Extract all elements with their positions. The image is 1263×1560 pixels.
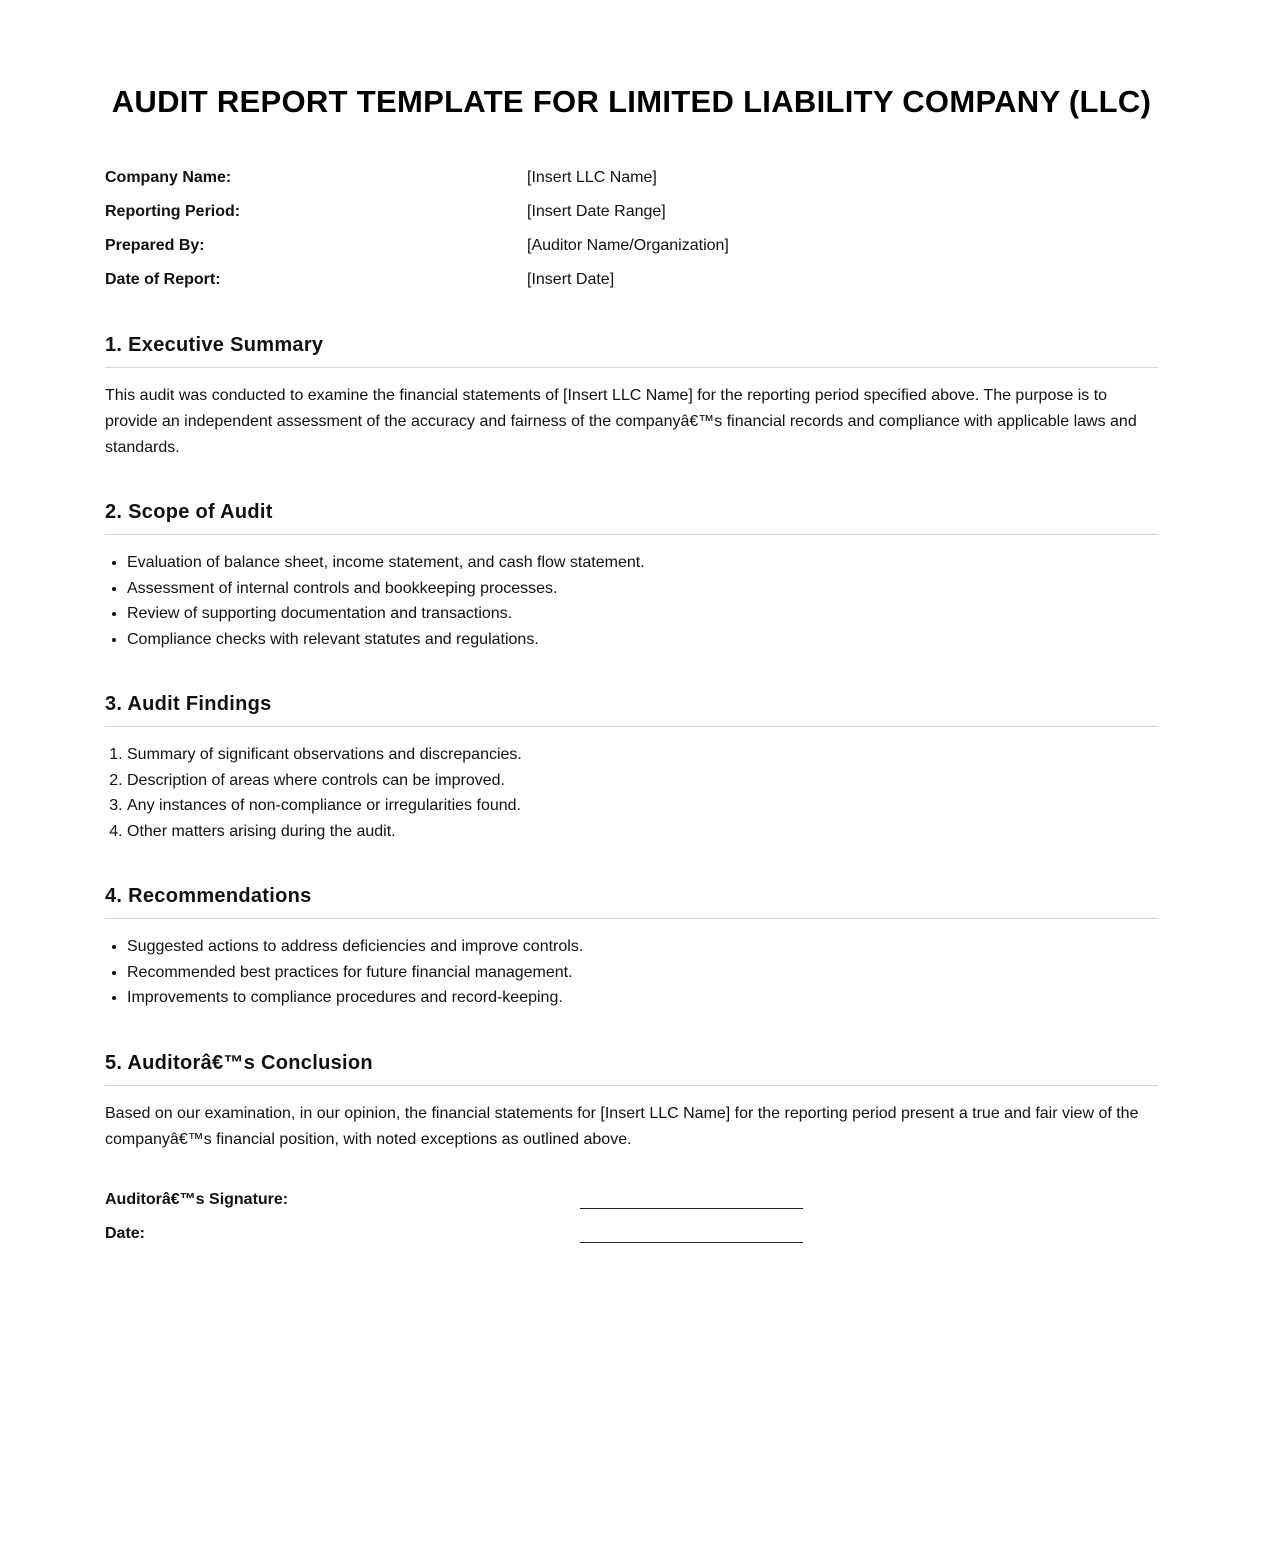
section-paragraph: This audit was conducted to examine the financial statements of [Insert LLC Name] for the reporting period specified above. The purpose is to provide an independent assessment of the accuracy and fairness of the companyâ€™s financial records and compliance with applicable laws and standards. <box>105 387 1137 456</box>
meta-label: Company Name: <box>105 169 232 186</box>
meta-row-period <box>105 200 1158 234</box>
meta-row-date <box>105 268 1158 302</box>
section-recommendations <box>105 882 1158 1011</box>
list-item: • Review of supporting documentation and transactions. <box>127 601 1158 627</box>
section-heading: 3. Audit Findings <box>105 690 1158 727</box>
signature-line[interactable] <box>580 1188 803 1209</box>
meta-value: [Insert Date Range] <box>527 203 666 220</box>
recommendations-list <box>105 934 1158 1011</box>
meta-value: [Auditor Name/Organization] <box>527 237 729 254</box>
date-line[interactable] <box>580 1222 803 1243</box>
meta-row-company <box>105 166 1158 200</box>
meta-label: Reporting Period: <box>105 203 241 220</box>
list-item: • Suggested actions to address deficiencies and improve controls. <box>127 934 1158 960</box>
section-heading: 4. Recommendations <box>105 882 1158 919</box>
section-scope <box>105 498 1158 652</box>
list-item: 2. Description of areas where controls can be improved. <box>127 768 1158 794</box>
meta-label: Date of Report: <box>105 271 221 288</box>
list-item: 1. Summary of significant observations and discrepancies. <box>127 742 1158 768</box>
section-executive-summary <box>105 331 1158 461</box>
signature-label: Auditorâ€™s Signature: <box>105 1190 289 1208</box>
meta-label: Prepared By: <box>105 237 205 254</box>
scope-list <box>105 550 1158 652</box>
list-item: • Assessment of internal controls and bookkeeping processes. <box>127 576 1158 602</box>
list-item: • Compliance checks with relevant statutes and regulations. <box>127 627 1158 653</box>
list-item: • Recommended best practices for future financial management. <box>127 960 1158 986</box>
list-item: • Improvements to compliance procedures and record-keeping. <box>127 985 1158 1011</box>
report-meta <box>105 166 1158 302</box>
date-row <box>105 1222 1158 1256</box>
date-label: Date: <box>105 1224 146 1242</box>
section-heading: 5. Auditorâ€™s Conclusion <box>105 1049 1158 1086</box>
list-item: • Evaluation of balance sheet, income statement, and cash flow statement. <box>127 550 1158 576</box>
section-heading: 2. Scope of Audit <box>105 498 1158 535</box>
list-item: 3. Any instances of non-compliance or irregularities found. <box>127 793 1158 819</box>
section-conclusion <box>105 1049 1158 1153</box>
signature-block <box>105 1188 1158 1256</box>
section-findings <box>105 690 1158 844</box>
meta-row-prepared-by <box>105 234 1158 268</box>
signature-row <box>105 1188 1158 1222</box>
section-paragraph: Based on our examination, in our opinion, the financial statements for [Insert LLC Name] for the reporting period present a true and fair view of the companyâ€™s financial position, with noted exceptions as outlined above. <box>105 1104 1139 1148</box>
meta-value: [Insert Date] <box>527 271 615 288</box>
document-title: AUDIT REPORT TEMPLATE FOR LIMITED LIABILITY COMPANY (LLC) <box>111 84 1152 119</box>
findings-list <box>105 742 1158 844</box>
section-heading: 1. Executive Summary <box>105 331 1158 368</box>
list-item: 4. Other matters arising during the audit. <box>127 819 1158 845</box>
meta-value: [Insert LLC Name] <box>527 169 657 186</box>
